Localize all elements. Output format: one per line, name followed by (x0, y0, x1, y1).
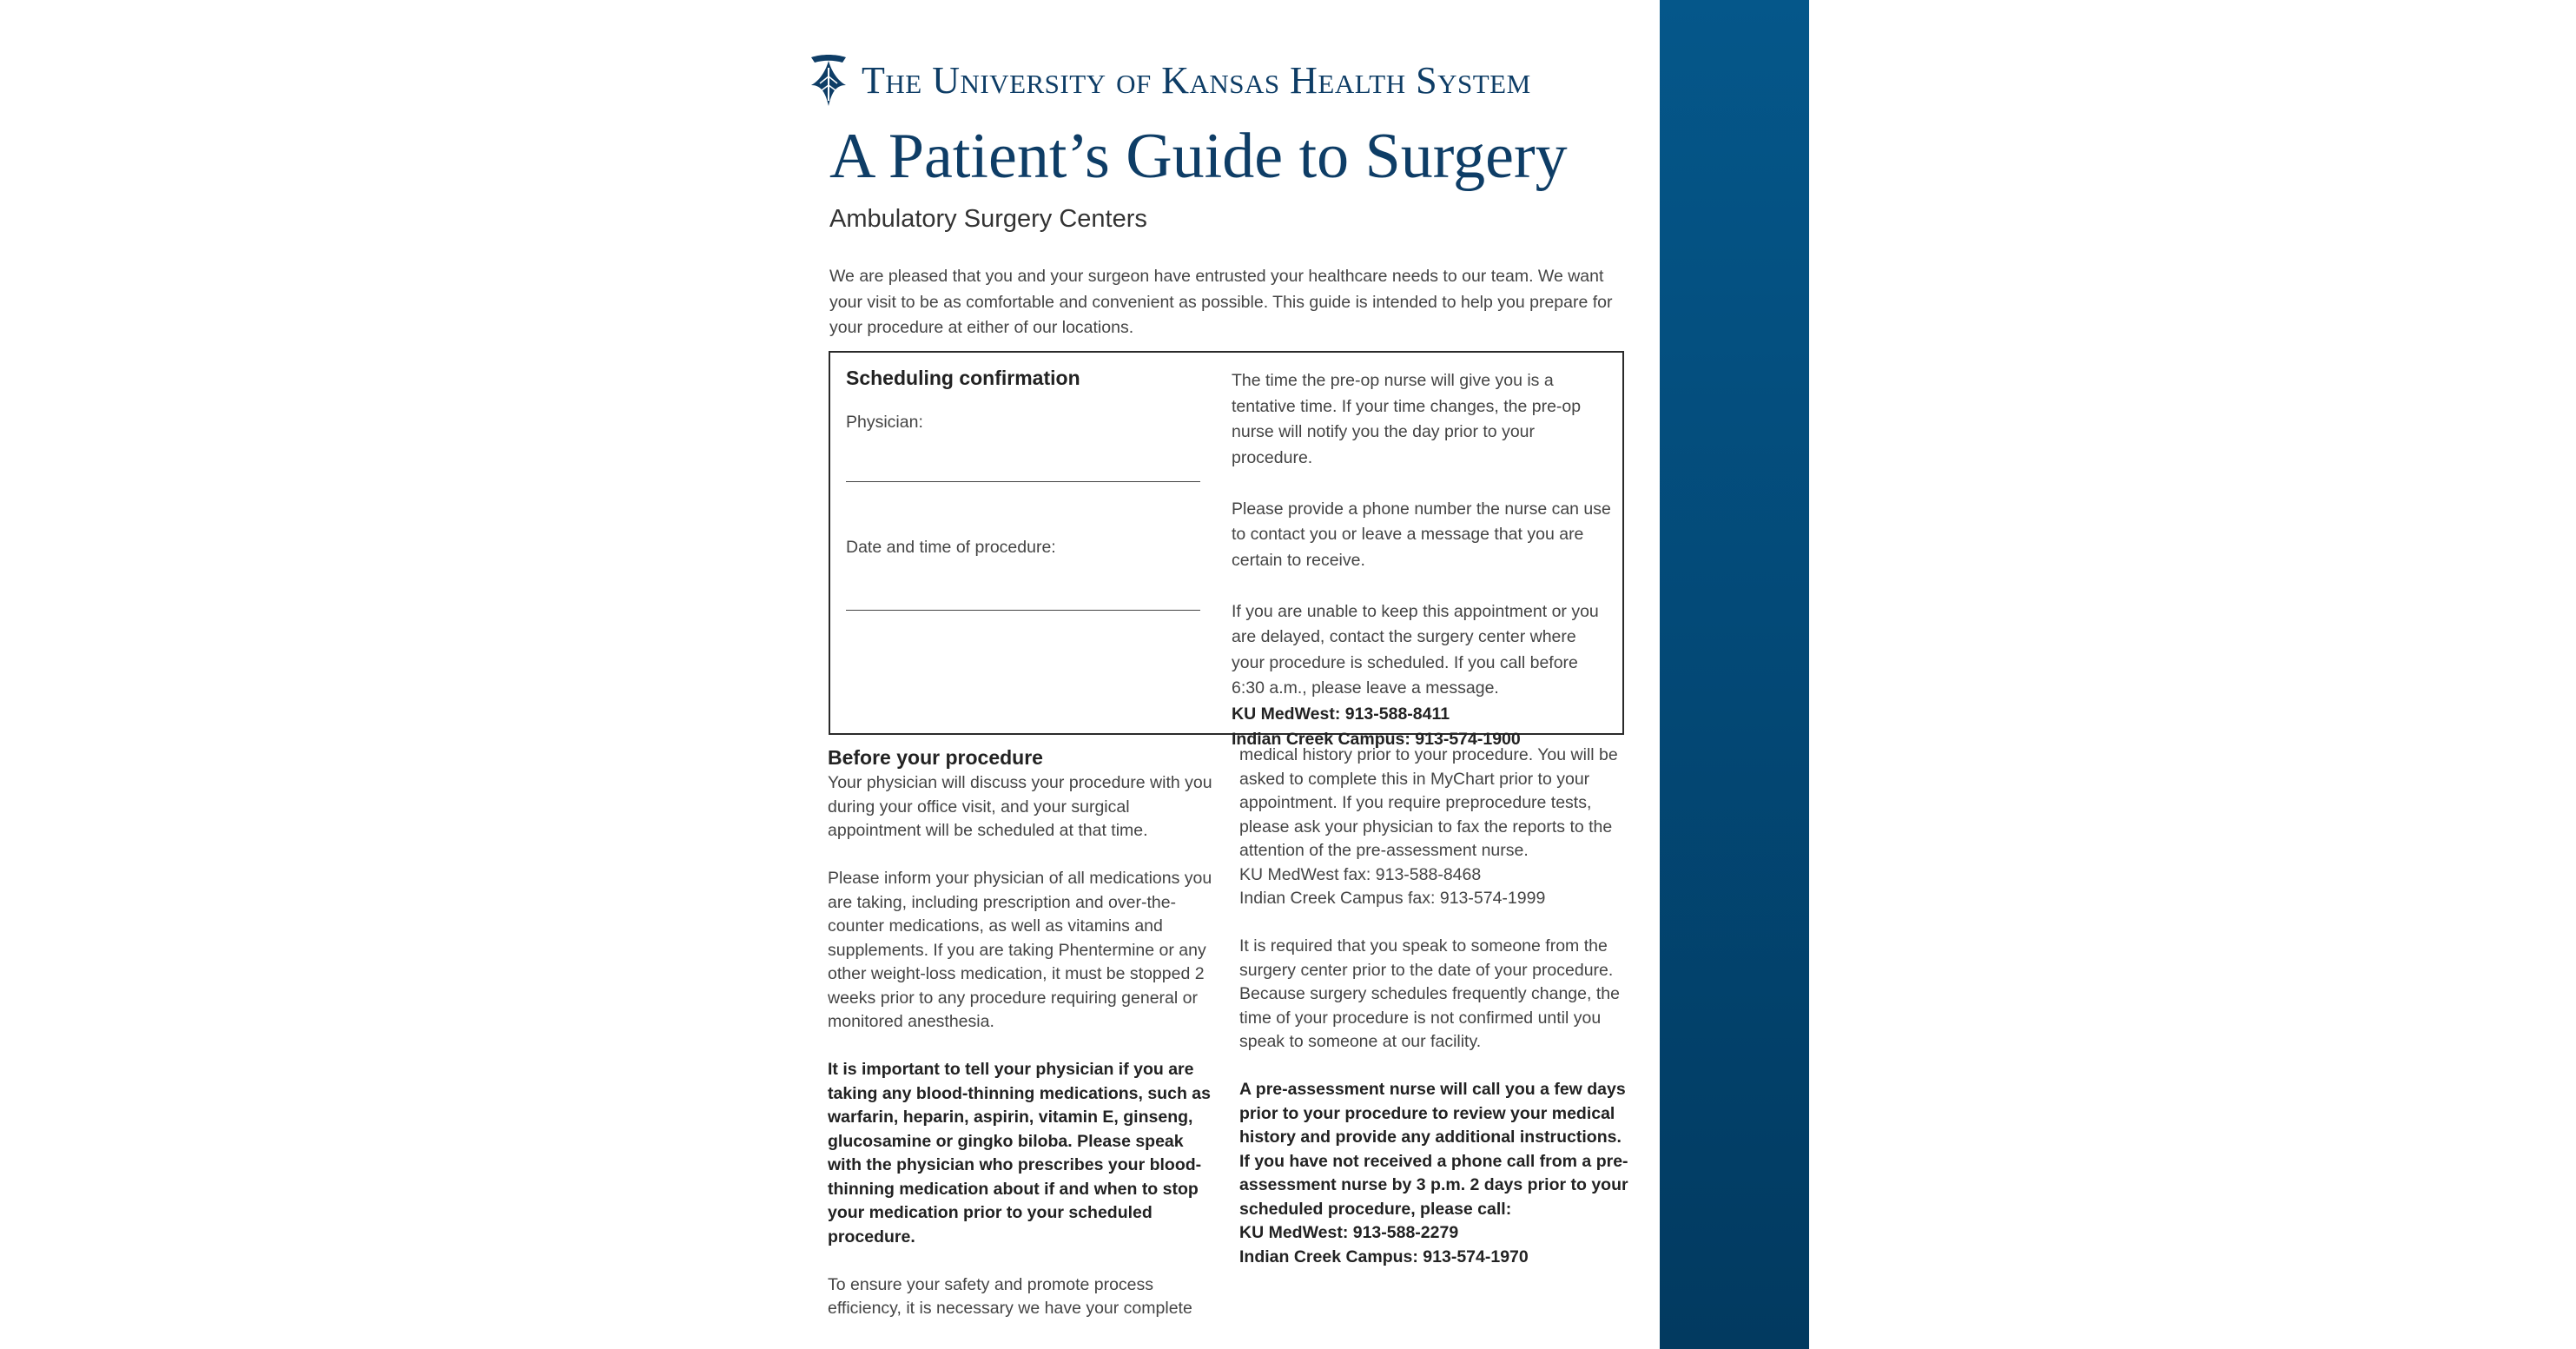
fax-medwest: KU MedWest fax: 913-588-8468 (1239, 864, 1482, 884)
scheduling-heading: Scheduling confirmation (846, 367, 1080, 389)
jayhawk-feather-icon (808, 52, 849, 108)
scheduling-confirmation-box (829, 351, 1624, 749)
before-procedure-left-column (828, 744, 1219, 1345)
unable-to-keep-note: If you are unable to keep this appointment or you are delayed, contact the surgery center where your procedure is scheduled. If you call before 6:30 a.m., please leave a message. (1232, 601, 1599, 698)
before-procedure-right-column (1239, 744, 1630, 1269)
before-paragraph-4: To ensure your safety and promote process efficiency, it is necessary we have your complete (828, 1274, 1192, 1318)
before-paragraph-2: Please inform your physician of all medications you are taking, including prescription and over-the-counter medications, as well as vitamins and supplements. If you are taking Phentermine or any other weight-loss medication, it must be stopped 2 weeks prior to any procedure requiring general or monitored anesthesia. (828, 869, 1212, 1031)
logo-wordmark: The University of Kansas Health System (862, 58, 1531, 102)
fax-indian-creek: Indian Creek Campus fax: 913-574-1999 (1239, 889, 1546, 908)
contact-medwest: KU MedWest: 913-588-8411 (1232, 704, 1450, 724)
before-procedure-heading: Before your procedure (828, 746, 1043, 769)
tentative-time-note: The time the pre-op nurse will give you is a tentative time. If your time changes, the pre-op nurse will notify you the day prior to your procedure. (1232, 371, 1582, 467)
speak-to-someone-paragraph: It is required that you speak to someone from the surgery center prior to the date of your procedure. Because surgery schedules frequently change, the time of your procedure is not confirmed until you speak to someone at our facility. (1239, 936, 1620, 1051)
physician-write-line[interactable] (846, 433, 1200, 482)
blood-thinner-warning: It is important to tell your physician if you are taking any blood-thinning medications, such as warfarin, heparin, aspirin, vitamin E, ginseng, glucosamine or gingko biloba. Please speak with the physician who prescribes your blood-thinning medication about if and when to stop your medication prior to your scheduled procedure. (828, 1060, 1211, 1247)
physician-label: Physician: (846, 413, 923, 432)
date-time-write-line[interactable] (846, 558, 1200, 611)
medical-history-paragraph: medical history prior to your procedure. You will be asked to complete this in MyChart prior to your appointment. If you require preprocedure tests, please ask your physician to fax the reports to the attention of the pre-assessment nurse. (1239, 745, 1618, 860)
phone-medwest: KU MedWest: 913-588-2279 (1239, 1223, 1459, 1242)
page-subtitle: Ambulatory Surgery Centers (829, 205, 1147, 233)
before-paragraph-1: Your physician will discuss your procedure with you during your office visit, and your surgical appointment will be scheduled at that time. (828, 773, 1212, 840)
phone-indian-creek: Indian Creek Campus: 913-574-1970 (1239, 1247, 1529, 1266)
pre-assessment-paragraph: A pre-assessment nurse will call you a few days prior to your procedure to review your medical history and provide any additional instructions. If you have not received a phone call from a pre-assessment nurse by 3 p.m. 2 days prior to your scheduled procedure, please call: (1239, 1080, 1628, 1219)
blue-side-band (1660, 0, 1809, 1349)
scheduling-fields (846, 367, 1204, 611)
indian-creek-label: Indian Creek Campus (1232, 730, 1405, 749)
health-system-logo (808, 52, 1531, 108)
phone-number-note: Please provide a phone number the nurse can use to contact you or leave a message that you are certain to receive. (1232, 499, 1611, 570)
scheduling-notes (1232, 368, 1614, 753)
page-title: A Patient’s Guide to Surgery (829, 121, 1568, 192)
indian-creek-number: : 913-574-1900 (1404, 730, 1521, 749)
date-time-label: Date and time of procedure: (846, 538, 1056, 557)
intro-paragraph: We are pleased that you and your surgeon have entrusted your healthcare needs to our team. We want your visit to be as comfortable and convenient as possible. This guide is intended to help you prepare for your procedure at either of our locations. (829, 267, 1613, 337)
